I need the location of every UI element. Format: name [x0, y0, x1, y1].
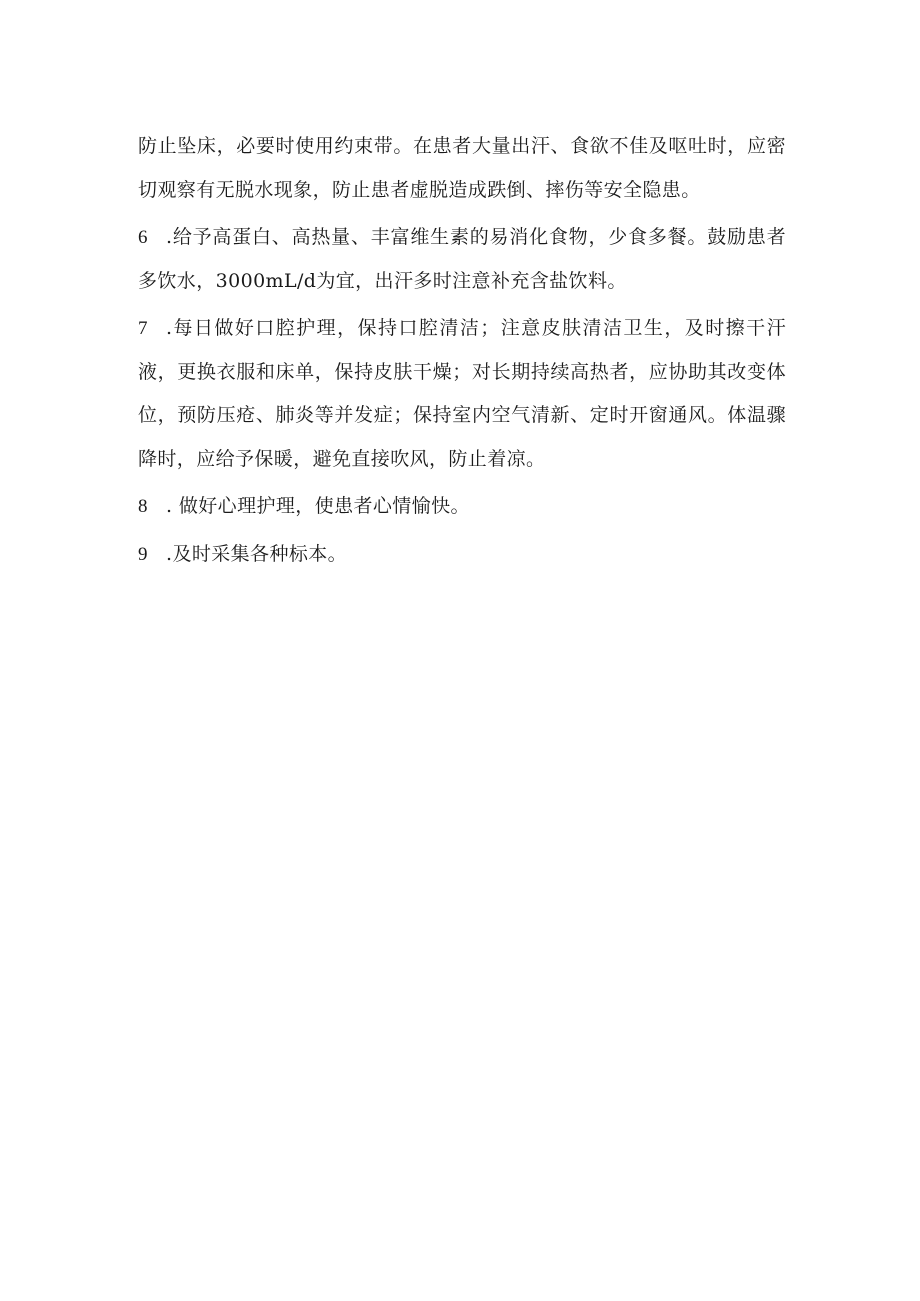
paragraph-continuation [138, 125, 786, 212]
paragraph-text: 防止坠床，必要时使用约束带。在患者大量出汗、食欲不佳及呕吐时，应密切观察有无脱水现象，防止患者虚脱造成跌倒、摔伤等安全隐患。 [138, 135, 786, 201]
list-item-number: 9 [138, 543, 148, 565]
list-item-number: 6 [138, 227, 148, 248]
list-item-9 [138, 533, 786, 577]
list-item-text: . 做好心理护理，使患者心情愉快。 [166, 495, 470, 517]
list-item-number: 7 [138, 318, 148, 339]
document-body [138, 125, 786, 580]
list-item-text: .及时采集各种标本。 [166, 542, 348, 565]
list-item-6 [138, 216, 786, 303]
list-item-text: .每日做好口腔护理，保持口腔清洁；注意皮肤清洁卫生，及时擦干汗液，更换衣服和床单，保持皮肤干燥；对长期持续高热者，应协助其改变体位，预防压疮、肺炎等并发症；保持室内空气清新、定时开窗通风。体温骤降时，应给予保暖，避免直接吹风，防止着凉。 [138, 317, 786, 470]
list-item-7 [138, 307, 786, 481]
list-item-8 [138, 485, 786, 529]
list-item-number: 8 [138, 496, 148, 517]
list-item-text: .给予高蛋白、高热量、丰富维生素的易消化食物，少食多餐。鼓励患者多饮水，3000mL/d为宜，出汗多时注意补充含盐饮料。 [138, 226, 786, 292]
